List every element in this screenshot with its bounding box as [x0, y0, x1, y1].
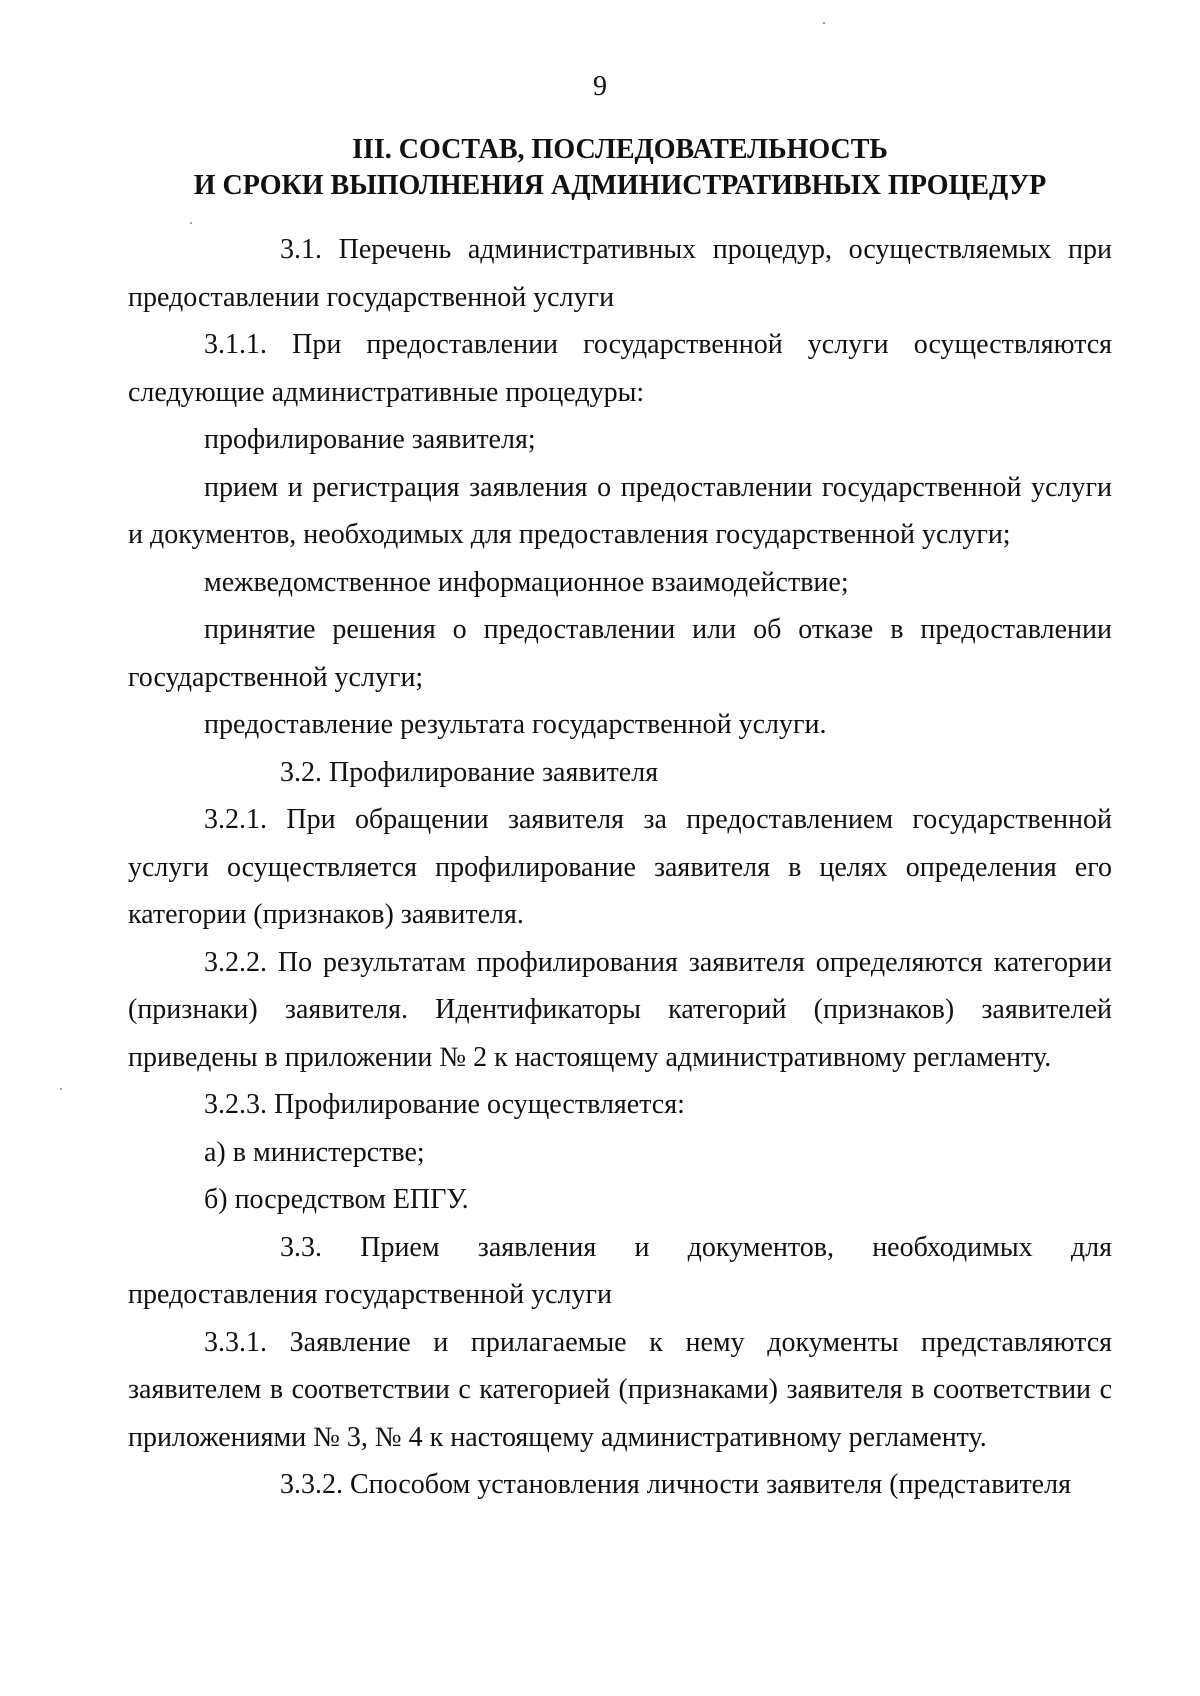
paragraph-text: принятие решения о предоставлении или об отказе в предоставлении государственной услуги; — [128, 614, 1112, 693]
paragraph-text: б) посредством ЕПГУ. — [204, 1184, 469, 1215]
paragraph-text: При предоставлении государственной услуги осуществляются следующие административные процедуры: — [128, 329, 1113, 408]
paragraph-3-3-2 — [128, 1461, 1112, 1509]
list-item — [128, 559, 1112, 607]
paragraph-number: 3.2.2. — [204, 946, 267, 978]
section-heading-line-1: III. СОСТАВ, ПОСЛЕДОВАТЕЛЬНОСТЬ — [352, 134, 888, 165]
paragraph-3-3-1 — [128, 1319, 1112, 1462]
section-heading — [128, 132, 1112, 204]
paragraph-number: 3.1. — [280, 234, 322, 265]
paragraph-text: При обращении заявителя за предоставлением государственной услуги осуществляется профилирование заявителя в целях определения его категории (признаков) заявителя. — [128, 804, 1112, 930]
paragraph-text: Профилирование осуществляется: — [274, 1089, 685, 1120]
paragraph-3-2 — [128, 749, 1112, 797]
paragraph-3-2-2 — [128, 939, 1112, 1082]
scan-speck — [60, 1088, 62, 1090]
paragraph-text: межведомственное информационное взаимодействие; — [204, 566, 849, 598]
list-item — [128, 606, 1112, 701]
paragraph-3-1-1 — [128, 321, 1112, 416]
list-item — [128, 416, 1112, 464]
paragraph-text: а) в министерстве; — [204, 1136, 425, 1168]
paragraph-text: По результатам профилирования заявителя определяются категории (признаки) заявителя. Идентификаторы категорий (признаков) заявителей приведены в приложении № 2 к настоящему административному регламенту. — [128, 946, 1112, 1073]
paragraph-text: Перечень административных процедур, осуществляемых при предоставлении государственной услуги — [128, 234, 1112, 313]
paragraph-number: 3.2. — [280, 756, 322, 788]
body-text — [128, 226, 1112, 1509]
paragraph-text: Прием заявления и документов, необходимых для предоставления государственной услуги — [128, 1231, 1112, 1310]
paragraph-number: 3.2.3. — [204, 1089, 267, 1120]
paragraph-text: прием и регистрация заявления о предоставлении государственной услуги и документов, необходимых для предоставления государственной услуги; — [128, 471, 1112, 550]
paragraph-text: предоставление результата государственной услуги. — [204, 709, 827, 740]
paragraph-number: 3.3.1. — [204, 1326, 267, 1358]
paragraph-number: 3.3. — [280, 1231, 322, 1263]
paragraph-text: профилирование заявителя; — [204, 424, 536, 455]
list-item — [128, 1176, 1112, 1224]
list-item — [128, 464, 1112, 559]
paragraph-text: Профилирование заявителя — [329, 756, 659, 788]
section-heading-line-2: И СРОКИ ВЫПОЛНЕНИЯ АДМИНИСТРАТИВНЫХ ПРОЦЕДУР — [193, 170, 1047, 201]
paragraph-number: 3.3.2. — [280, 1469, 343, 1500]
paragraph-3-2-1 — [128, 796, 1112, 939]
paragraph-3-2-3 — [128, 1081, 1112, 1129]
list-item — [128, 1129, 1112, 1177]
paragraph-3-1 — [128, 226, 1112, 321]
list-item — [128, 701, 1112, 749]
page-number: 9 — [593, 71, 607, 102]
scan-speck — [823, 22, 825, 24]
paragraph-number: 3.2.1. — [204, 804, 267, 835]
paragraph-3-3 — [128, 1224, 1112, 1319]
scan-speck — [190, 222, 192, 224]
paragraph-number: 3.1.1. — [204, 329, 267, 360]
paragraph-text: Способом установления личности заявителя (представителя — [350, 1469, 1071, 1500]
paragraph-text: Заявление и прилагаемые к нему документы представляются заявителем в соответствии с категорией (признаками) заявителя в соответствии с приложениями № 3, № 4 к настоящему административному регламенту. — [128, 1326, 1113, 1453]
